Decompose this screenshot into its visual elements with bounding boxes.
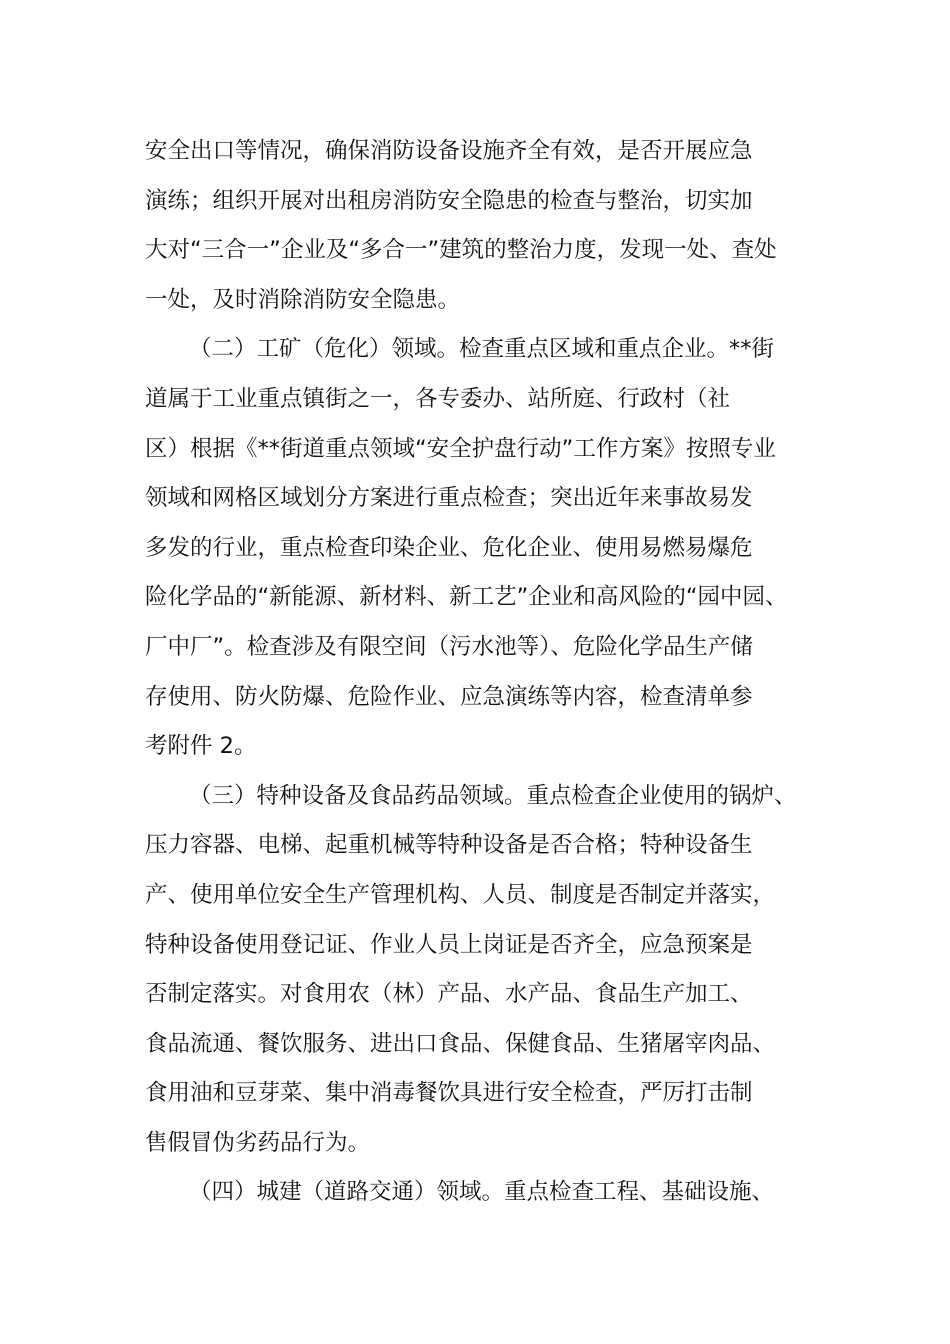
text-line: 产、使用单位安全生产管理机构、人员、制度是否制定并落实，: [145, 881, 776, 908]
text-line: 险化学品的“新能源、新材料、新工艺”企业和高风险的“园中园、: [145, 584, 788, 611]
text-line: 特种设备使用登记证、作业人员上岗证是否齐全，应急预案是: [145, 931, 753, 958]
text-line: 压力容器、电梯、起重机械等特种设备是否合格；特种设备生: [145, 832, 753, 859]
text-line: 安全出口等情况，确保消防设备设施齐全有效，是否开展应急: [145, 138, 753, 164]
text-line: 食用油和豆芽菜、集中消毒餐饮具进行安全检查，严厉打击制: [145, 1080, 753, 1107]
text-line: 演练；组织开展对出租房消防安全隐患的检查与整治，切实加: [145, 187, 753, 214]
text-line: 厂中厂”。检查涉及有限空间（污水池等）、危险化学品生产储: [145, 633, 753, 660]
text-line: 考附件 2。: [145, 733, 257, 760]
text-line: 道属于工业重点镇街之一，各专委办、站所庭、行政村（社: [145, 385, 731, 412]
text-line: （二）工矿（危化）领域。检查重点区域和重点企业。**街: [189, 336, 775, 363]
text-line: 大对“三合一”企业及“多合一”建筑的整治力度，发现一处、查处: [145, 237, 777, 264]
text-line: 存使用、防火防爆、危险作业、应急演练等内容，检查清单参: [145, 683, 753, 710]
text-line: 一处，及时消除消防安全隐患。: [145, 286, 461, 313]
text-line: 领域和网格区域划分方案进行重点检查；突出近年来事故易发: [145, 485, 753, 512]
document-body: [145, 127, 835, 1218]
text-line: （三）特种设备及食品药品领域。重点检查企业使用的锅炉、: [189, 782, 797, 809]
text-line: 区）根据《**街道重点领域“安全护盘行动”工作方案》按照专业: [145, 435, 776, 462]
text-line: （四）城建（道路交通）领域。重点检查工程、基础设施、: [189, 1179, 775, 1206]
text-line: 多发的行业，重点检查印染企业、危化企业、使用易燃易爆危: [145, 534, 753, 561]
text-line: 否制定落实。对食用农（林）产品、水产品、食品生产加工、: [145, 981, 753, 1008]
text-line: 食品流通、餐饮服务、进出口食品、保健食品、生猪屠宰肉品、: [145, 1030, 776, 1057]
text-line: 售假冒伪劣药品行为。: [145, 1129, 371, 1156]
